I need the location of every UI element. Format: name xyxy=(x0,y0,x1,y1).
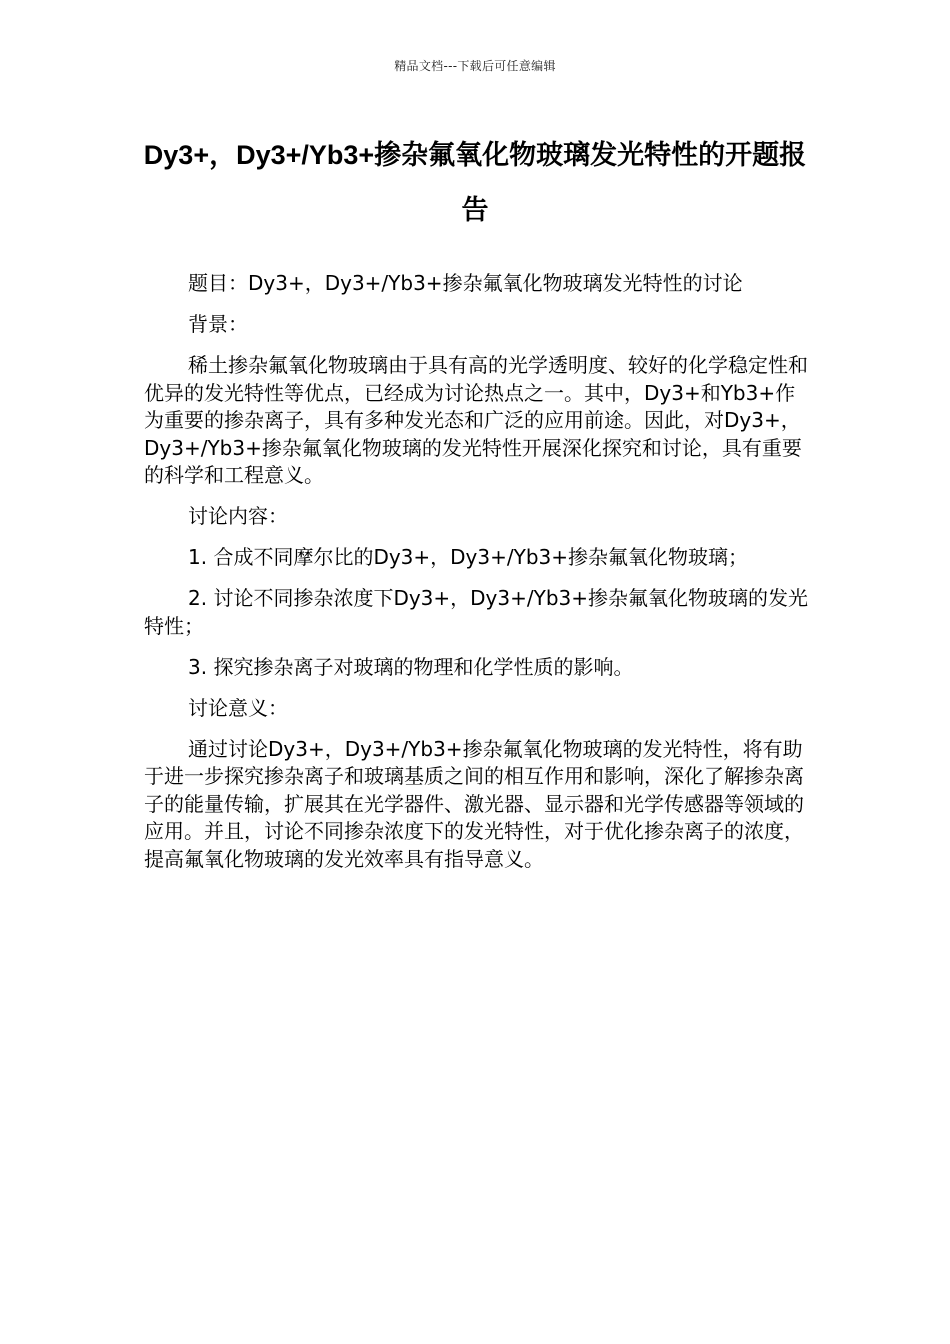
content-item-2: 2. 讨论不同掺杂浓度下Dy3+，Dy3+/Yb3+掺杂氟氧化物玻璃的发光特性； xyxy=(144,586,809,638)
content-heading: 讨论内容： xyxy=(188,504,288,528)
document-body xyxy=(144,270,810,887)
significance-paragraph: 通过讨论Dy3+，Dy3+/Yb3+掺杂氟氧化物玻璃的发光特性，将有助于进一步探究掺杂离子和玻璃基质之间的相互作用和影响，深化了解掺杂离子的能量传输，扩展其在光学器件、激光器、显示器和光学传感器等领域的应用。并且，讨论不同掺杂浓度下的发光特性，对于优化掺杂离子的浓度，提高氟氧化物玻璃的发光效率具有指导意义。 xyxy=(144,736,804,871)
background-heading: 背景： xyxy=(188,312,248,336)
content-item-3: 3. 探究掺杂离子对玻璃的物理和化学性质的影响。 xyxy=(188,654,634,679)
document-title: Dy3+，Dy3+/Yb3+掺杂氟氧化物玻璃发光特性的开题报告 xyxy=(143,140,807,225)
topic-paragraph: 题目：Dy3+，Dy3+/Yb3+掺杂氟氧化物玻璃发光特性的讨论 xyxy=(188,271,743,295)
header-note: 精品文档---下载后可任意编辑 xyxy=(394,59,556,73)
background-paragraph: 稀土掺杂氟氧化物玻璃由于具有高的光学透明度、较好的化学稳定性和优异的发光特性等优点，已经成为讨论热点之一。其中，Dy3+和Yb3+作为重要的掺杂离子，具有多种发光态和广泛的应用前途。因此，对Dy3+，Dy3+/Yb3+掺杂氟氧化物玻璃的发光特性开展深化探究和讨论，具有重要的科学和工程意义。 xyxy=(144,353,808,487)
content-item-1: 1. 合成不同摩尔比的Dy3+，Dy3+/Yb3+掺杂氟氧化物玻璃； xyxy=(188,545,749,569)
significance-heading: 讨论意义： xyxy=(188,695,288,720)
